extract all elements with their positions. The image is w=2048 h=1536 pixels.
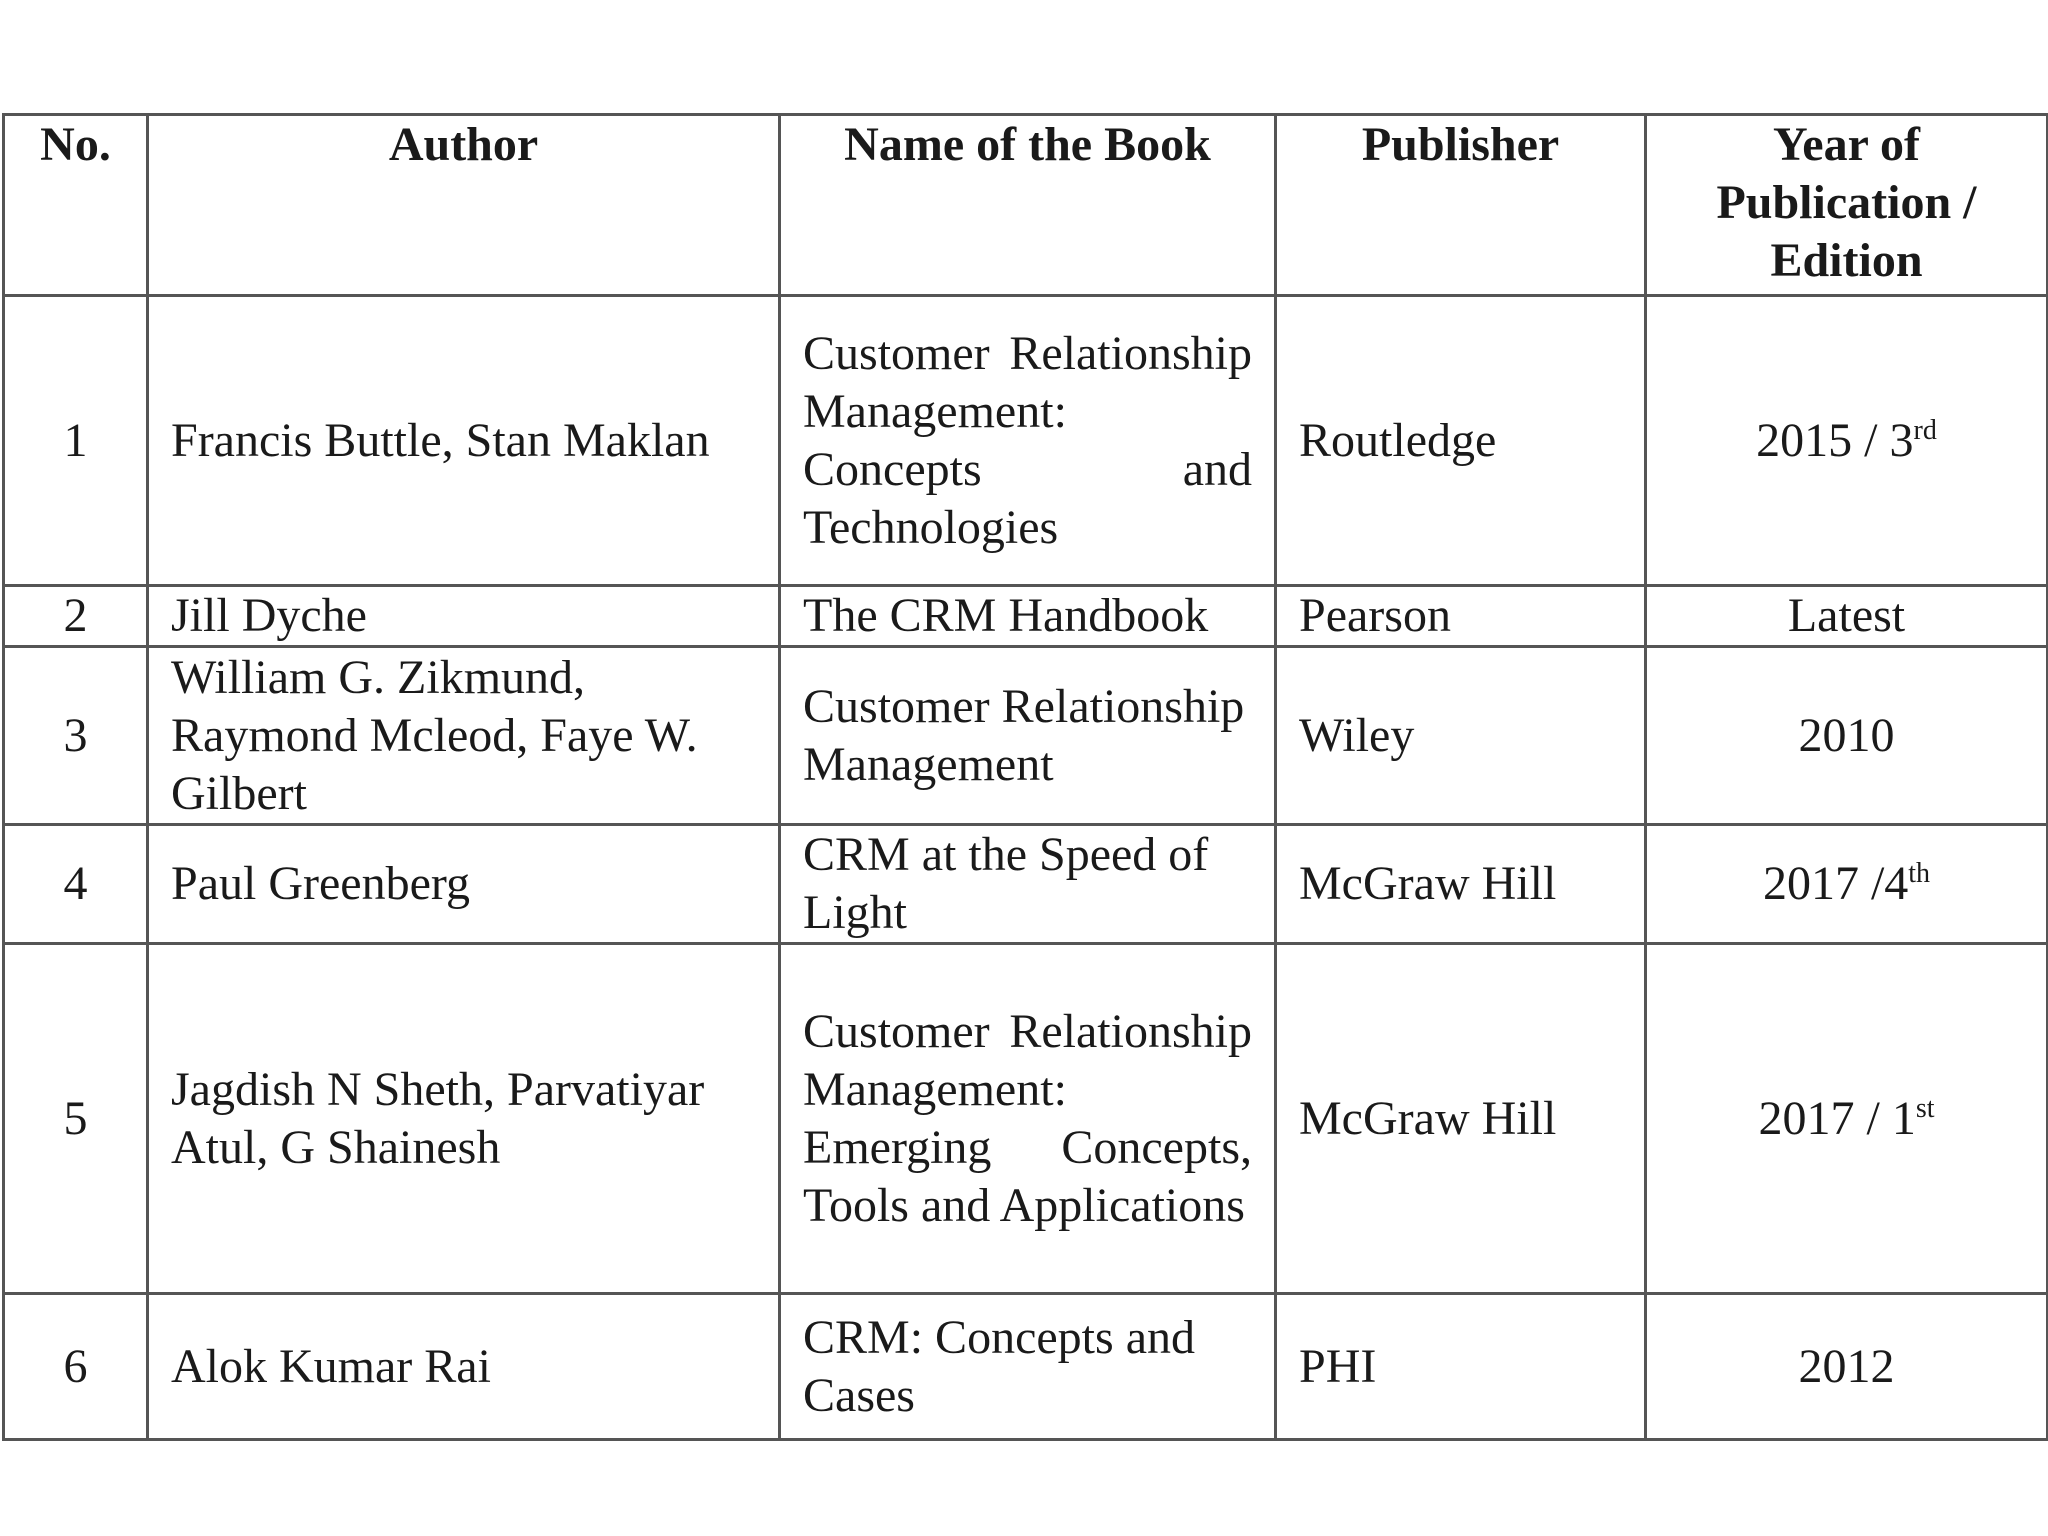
cell-author: William G. Zikmund, Raymond Mcleod, Faye W. Gilbert (148, 647, 780, 825)
cell-publisher: Routledge (1276, 296, 1646, 586)
cell-no: 5 (4, 944, 148, 1294)
table-row (4, 296, 2048, 586)
cell-year (1646, 647, 2048, 825)
cell-publisher: PHI (1276, 1294, 1646, 1440)
edition-suffix: st (1915, 1092, 1935, 1124)
cell-book: CRM at the Speed of Light (780, 825, 1276, 944)
cell-publisher: McGraw Hill (1276, 944, 1646, 1294)
cell-no: 2 (4, 586, 148, 647)
cell-book: Customer Relationship Management: Concepts and Technologies (780, 296, 1276, 586)
year-value: 2015 / 3 (1756, 413, 1914, 467)
year-value: 2010 (1798, 708, 1895, 762)
cell-book: Customer Relationship Management: Emerging Concepts, Tools and Applications (780, 944, 1276, 1294)
header-author: Author (148, 115, 780, 296)
edition-suffix: rd (1913, 414, 1937, 446)
year-value: 2012 (1798, 1339, 1895, 1393)
cell-book: The CRM Handbook (780, 586, 1276, 647)
header-row (4, 115, 2048, 296)
cell-year (1646, 1294, 2048, 1440)
cell-year (1646, 944, 2048, 1294)
cell-author: Alok Kumar Rai (148, 1294, 780, 1440)
cell-year (1646, 586, 2048, 647)
cell-publisher: Wiley (1276, 647, 1646, 825)
edition-suffix: th (1908, 858, 1931, 889)
header-no: No. (4, 115, 148, 296)
cell-book: CRM: Concepts and Cases (780, 1294, 1276, 1440)
table-row (4, 944, 2048, 1294)
cell-no: 3 (4, 647, 148, 825)
cell-no: 1 (4, 296, 148, 586)
year-value: 2017 /4 (1762, 857, 1909, 910)
cell-no: 6 (4, 1294, 148, 1440)
cell-publisher: McGraw Hill (1276, 825, 1646, 944)
cell-author: Jill Dyche (148, 586, 780, 647)
reference-books-table (2, 113, 2048, 1441)
cell-year (1646, 825, 2048, 944)
cell-author: Francis Buttle, Stan Maklan (148, 296, 780, 586)
header-book: Name of the Book (780, 115, 1276, 296)
cell-author: Jagdish N Sheth, Parvatiyar Atul, G Shainesh (148, 944, 780, 1294)
cell-author: Paul Greenberg (148, 825, 780, 944)
cell-no: 4 (4, 825, 148, 944)
year-value: Latest (1787, 589, 1906, 642)
table-row (4, 586, 2048, 647)
header-publisher: Publisher (1276, 115, 1646, 296)
year-value: 2017 / 1 (1758, 1091, 1916, 1145)
cell-publisher: Pearson (1276, 586, 1646, 647)
cell-book: Customer Relationship Management (780, 647, 1276, 825)
cell-year (1646, 296, 2048, 586)
table-row (4, 1294, 2048, 1440)
table-row (4, 825, 2048, 944)
table-row (4, 647, 2048, 825)
header-year: Year of Publication / Edition (1646, 115, 2048, 296)
